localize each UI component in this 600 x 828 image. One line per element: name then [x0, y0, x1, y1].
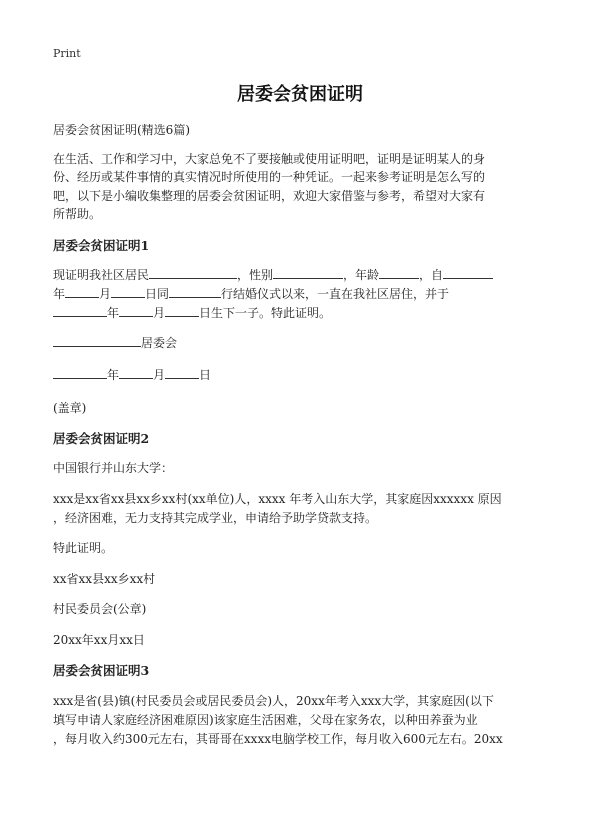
- year-blank: [53, 367, 107, 379]
- body-line: ，经济困难，无力支持其完成学业，申请给予助学贷款支持。: [53, 511, 378, 525]
- body-line: ，每月收入约300元左右，其哥哥在xxxx电脑学校工作，每月收入600元左右。20xx: [53, 732, 503, 746]
- intro-line: 吧，以下是小编收集整理的居委会贫困证明，欢迎大家借鉴与参考，希望对大家有: [53, 189, 486, 203]
- seal-text: (盖章): [53, 401, 87, 415]
- section-heading: 居委会贫困证明3: [53, 663, 150, 678]
- intro-line: 在生活、工作和学习中，大家总免不了要接触或使用证明吧，证明是证明某人的身: [53, 152, 486, 166]
- body-line: 填写申请人家庭经济困难原因)该家庭生活困难，父母在家务农，以种田养蚕为业: [53, 713, 478, 727]
- month-blank: [65, 286, 99, 298]
- date: 20xx年xx月xx日: [53, 633, 145, 647]
- address: xx省xx县xx乡xx村: [53, 572, 156, 586]
- month-blank: [119, 367, 153, 379]
- section-heading: 居委会贫困证明2: [53, 431, 150, 446]
- day-blank: [165, 305, 199, 317]
- spouse-blank: [169, 286, 221, 298]
- date-line: 年 月 日: [53, 366, 211, 383]
- certificate-line-3: 年 月 日生下一子。特此证明。: [53, 304, 331, 321]
- intro-line: 份、经历或某件事情的真实情况时所使用的一种凭证。一起来参考证明是怎么写的: [53, 170, 486, 184]
- body-line: xxx是xx省xx县xx乡xx村(xx单位)人，xxxx 年考入山东大学，其家庭因xxxxxx 原因: [53, 492, 502, 506]
- certificate-line-2: 年 月 日同 行结婚仪式以来，一直在我社区居住，并于: [53, 287, 450, 301]
- gender-blank: [273, 267, 343, 279]
- committee-blank: [53, 335, 141, 347]
- document-subtitle: 居委会贫困证明(精选6篇): [53, 123, 190, 137]
- month-blank: [119, 305, 153, 317]
- intro-line: 所帮助。: [53, 207, 102, 221]
- committee-line: 居委会: [53, 334, 177, 351]
- certificate-line-1: 现证明我社区居民 ，性别 ，年龄 ，自: [53, 266, 493, 283]
- day-blank: [165, 367, 199, 379]
- committee-seal: 村民委员会(公章): [53, 602, 147, 616]
- closing: 特此证明。: [53, 541, 114, 555]
- day-blank: [111, 286, 145, 298]
- print-label[interactable]: Print: [53, 47, 81, 60]
- name-blank: [149, 267, 237, 279]
- age-blank: [379, 267, 419, 279]
- document-title: 居委会贫困证明: [237, 84, 363, 105]
- year-blank: [53, 305, 107, 317]
- body-line: xxx是省(县)镇(村民委员会或居民委员会)人，20xx年考入xxx大学，其家庭因(以下: [53, 694, 494, 708]
- section-heading: 居委会贫困证明1: [53, 238, 150, 253]
- from-blank: [443, 267, 493, 279]
- salutation: 中国银行并山东大学：: [53, 461, 174, 475]
